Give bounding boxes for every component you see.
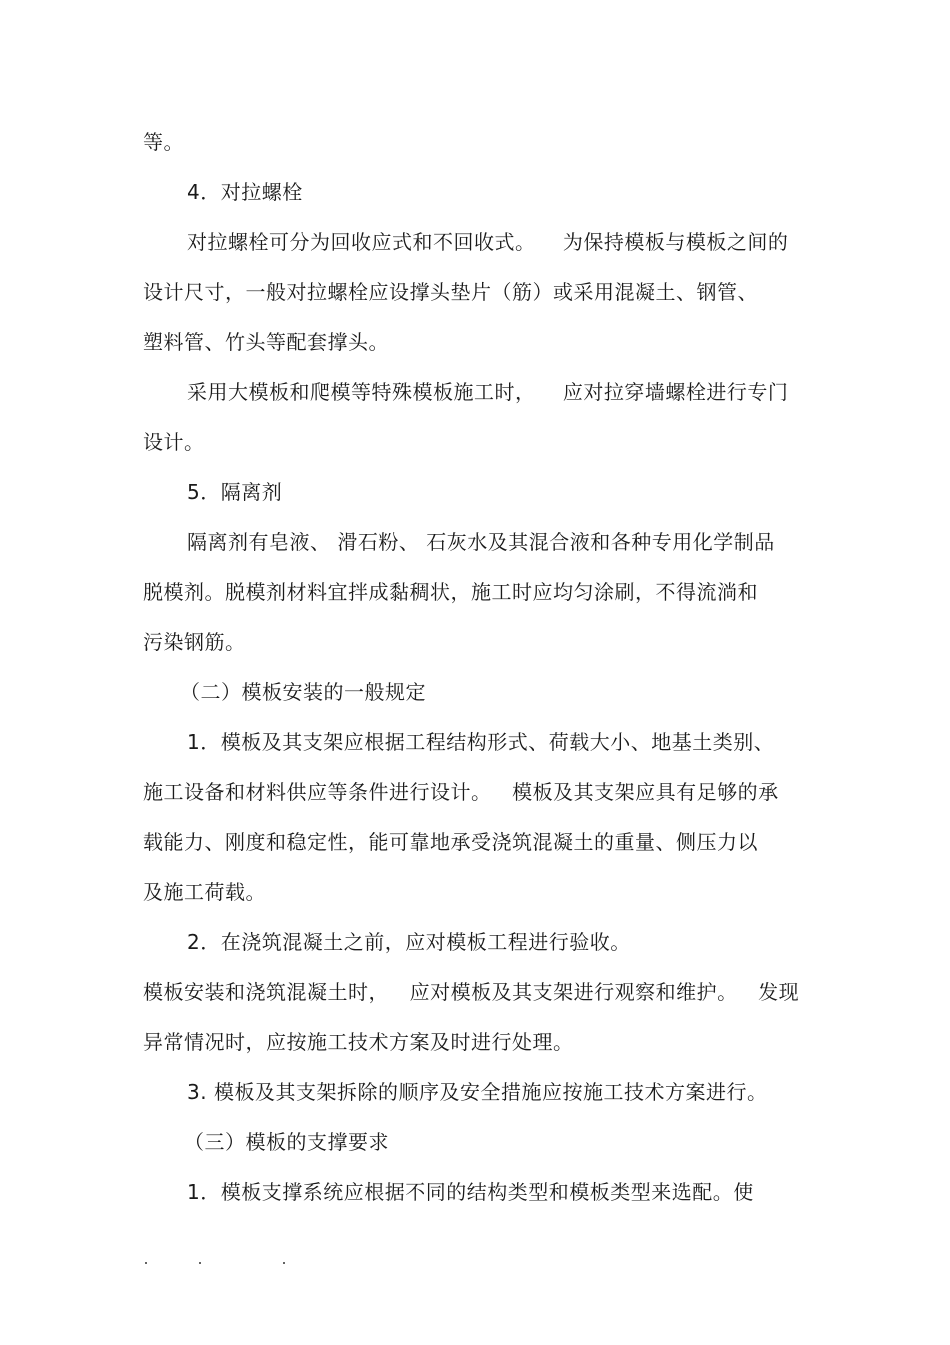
paragraph-line: 2．在浇筑混凝土之前，应对模板工程进行验收。 <box>187 930 631 954</box>
paragraph-line: 1．模板及其支架应根据工程结构形式、荷载大小、地基土类别、 <box>187 730 775 754</box>
paragraph-line: 隔离剂有皂液、 滑石粉、 石灰水及其混合液和各种专用化学制品 <box>187 530 775 554</box>
paragraph-line: 3. 模板及其支架拆除的顺序及安全措施应按施工技术方案进行。 <box>187 1080 768 1104</box>
paragraph-line: 对拉螺栓可分为回收应式和不回收式。 为保持模板与模板之间的 <box>187 230 789 254</box>
paragraph-line: 载能力、刚度和稳定性，能可靠地承受浇筑混凝土的重量、侧压力以 <box>143 830 758 854</box>
paragraph-line: 1．模板支撑系统应根据不同的结构类型和模板类型来选配。使 <box>187 1180 754 1204</box>
footer-dot <box>283 1262 285 1264</box>
paragraph-line: 塑料管、竹头等配套撑头。 <box>143 330 389 354</box>
footer-dot <box>199 1262 201 1264</box>
paragraph-line: 等。 <box>143 130 184 154</box>
paragraph-line: 设计尺寸，一般对拉螺栓应设撑头垫片（筋）或采用混凝土、钢管、 <box>143 280 758 304</box>
paragraph-line: 施工设备和材料供应等条件进行设计。 模板及其支架应具有足够的承 <box>143 780 779 804</box>
paragraph-line: 污染钢筋。 <box>143 630 246 654</box>
paragraph-line: 脱模剂。脱模剂材料宜拌成黏稠状，施工时应均匀涂刷，不得流淌和 <box>143 580 758 604</box>
section-heading: （二）模板安装的一般规定 <box>180 680 426 704</box>
paragraph-line: 模板安装和浇筑混凝土时， 应对模板及其支架进行观察和维护。 发现 <box>143 980 800 1004</box>
paragraph-line: 异常情况时，应按施工技术方案及时进行处理。 <box>143 1030 574 1054</box>
section-heading: （三）模板的支撑要求 <box>184 1130 389 1154</box>
paragraph-line: 采用大模板和爬模等特殊模板施工时， 应对拉穿墙螺栓进行专门 <box>187 380 789 404</box>
footer-dot <box>145 1262 147 1264</box>
paragraph-line: 及施工荷载。 <box>143 880 266 904</box>
section-heading: 5．隔离剂 <box>187 480 283 504</box>
paragraph-line: 设计。 <box>143 430 205 454</box>
section-heading: 4．对拉螺栓 <box>187 180 303 204</box>
